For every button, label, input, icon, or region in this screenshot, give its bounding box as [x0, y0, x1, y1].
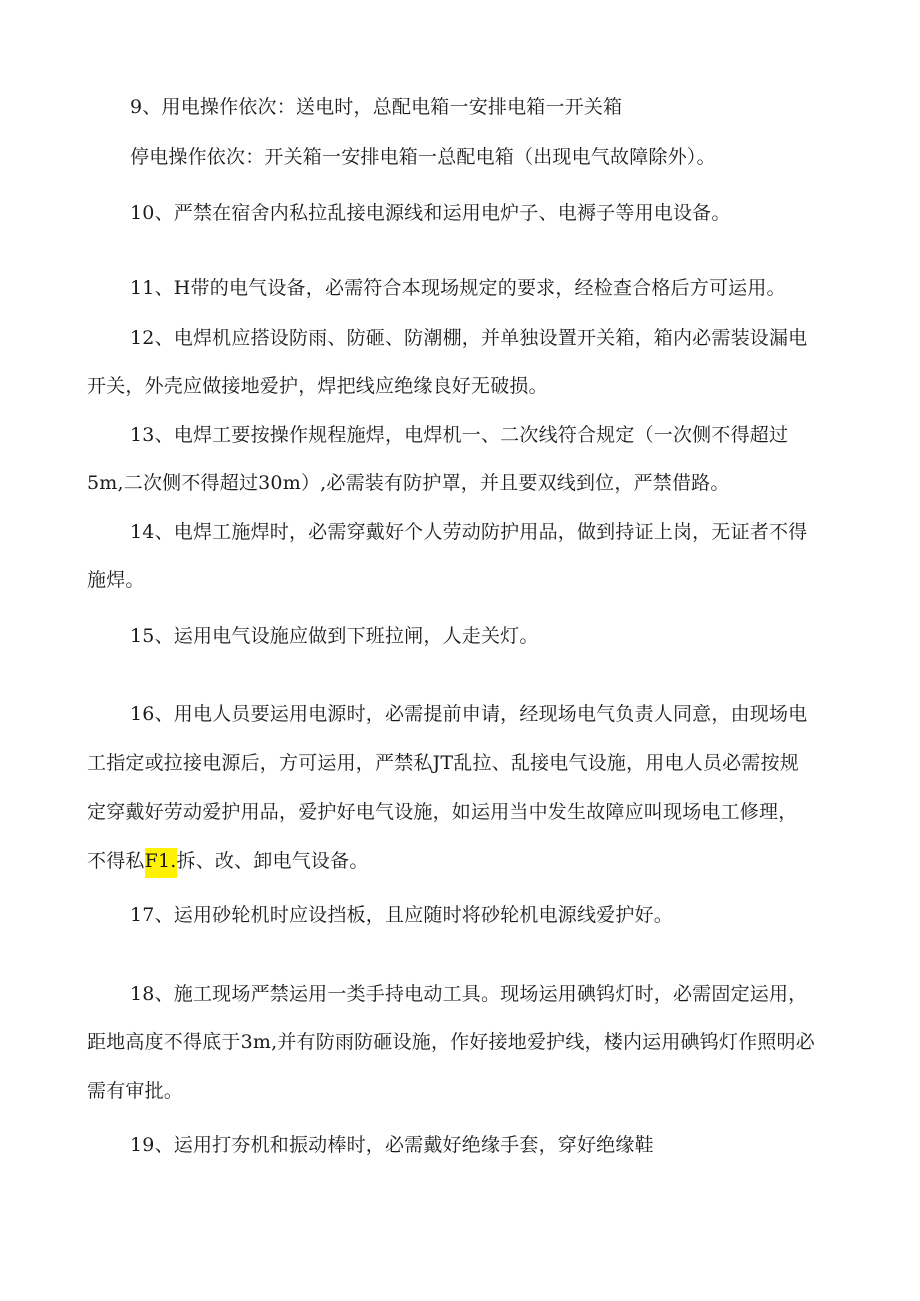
paragraph-13-line-2: 5m,二次侧不得超过30m）,必需装有防护罩，并且要双线到位，严禁借路。 [87, 472, 730, 494]
paragraph-9-line-1: 9、用电操作依次：送电时，总配电箱一安排电箱一开关箱 [130, 96, 623, 118]
paragraph-10: 10、严禁在宿舍内私拉乱接电源线和运用电炉子、电褥子等用电设备。 [130, 202, 731, 224]
paragraph-14-line-2: 施焊。 [87, 569, 145, 591]
paragraph-14-line-1: 14、电焊工施焊时，必需穿戴好个人劳动防护用品，做到持证上岗，无证者不得 [130, 521, 808, 543]
paragraph-16-line-4 [87, 849, 369, 873]
paragraph-15: 15、运用电气设施应做到下班拉闸，人走关灯。 [130, 625, 539, 647]
paragraph-16-line-4-before: 不得私 [87, 850, 145, 872]
paragraph-16-line-4-after: 拆、改、卸电气设备。 [176, 850, 369, 872]
paragraph-16-line-3: 定穿戴好劳动爱护用品，爱护好电气设施，如运用当中发生故障应叫现场电工修理， [87, 801, 798, 823]
paragraph-17: 17、运用砂轮机时应设挡板，且应随时将砂轮机电源线爱护好。 [130, 904, 673, 926]
paragraph-13-line-1: 13、电焊工要按操作规程施焊，电焊机一、二次线符合规定（一次侧不得超过 [130, 424, 789, 446]
paragraph-19: 19、运用打夯机和振动棒时，必需戴好绝缘手套，穿好绝缘鞋 [130, 1134, 654, 1156]
paragraph-12-line-2: 开关，外壳应做接地爱护，焊把线应绝缘良好无破损。 [87, 375, 548, 397]
paragraph-16-line-1: 16、用电人员要运用电源时，必需提前申请，经现场电气负责人同意，由现场电 [130, 703, 808, 725]
paragraph-18-line-3: 需有审批。 [87, 1080, 184, 1102]
paragraph-9-line-2: 停电操作依次：开关箱一安排电箱一总配电箱（出现电气故障除外）。 [130, 146, 716, 168]
paragraph-12-line-1: 12、电焊机应搭设防雨、防砸、防潮棚，并单独设置开关箱，箱内必需装设漏电 [130, 327, 808, 349]
paragraph-11: 11、H带的电气设备，必需符合本现场规定的要求，经检查合格后方可运用。 [130, 277, 786, 299]
paragraph-18-line-1: 18、施工现场严禁运用一类手持电动工具。现场运用碘钨灯时，必需固定运用， [130, 983, 808, 1005]
highlighted-text: F1. [145, 848, 177, 878]
paragraph-18-line-2: 距地高度不得底于3m,并有防雨防砸设施，作好接地爱护线，楼内运用碘钨灯作照明必 [87, 1031, 815, 1053]
paragraph-16-line-2: 工指定或拉接电源后，方可运用，严禁私JT乱拉、乱接电气设施，用电人员必需按规 [87, 752, 799, 774]
